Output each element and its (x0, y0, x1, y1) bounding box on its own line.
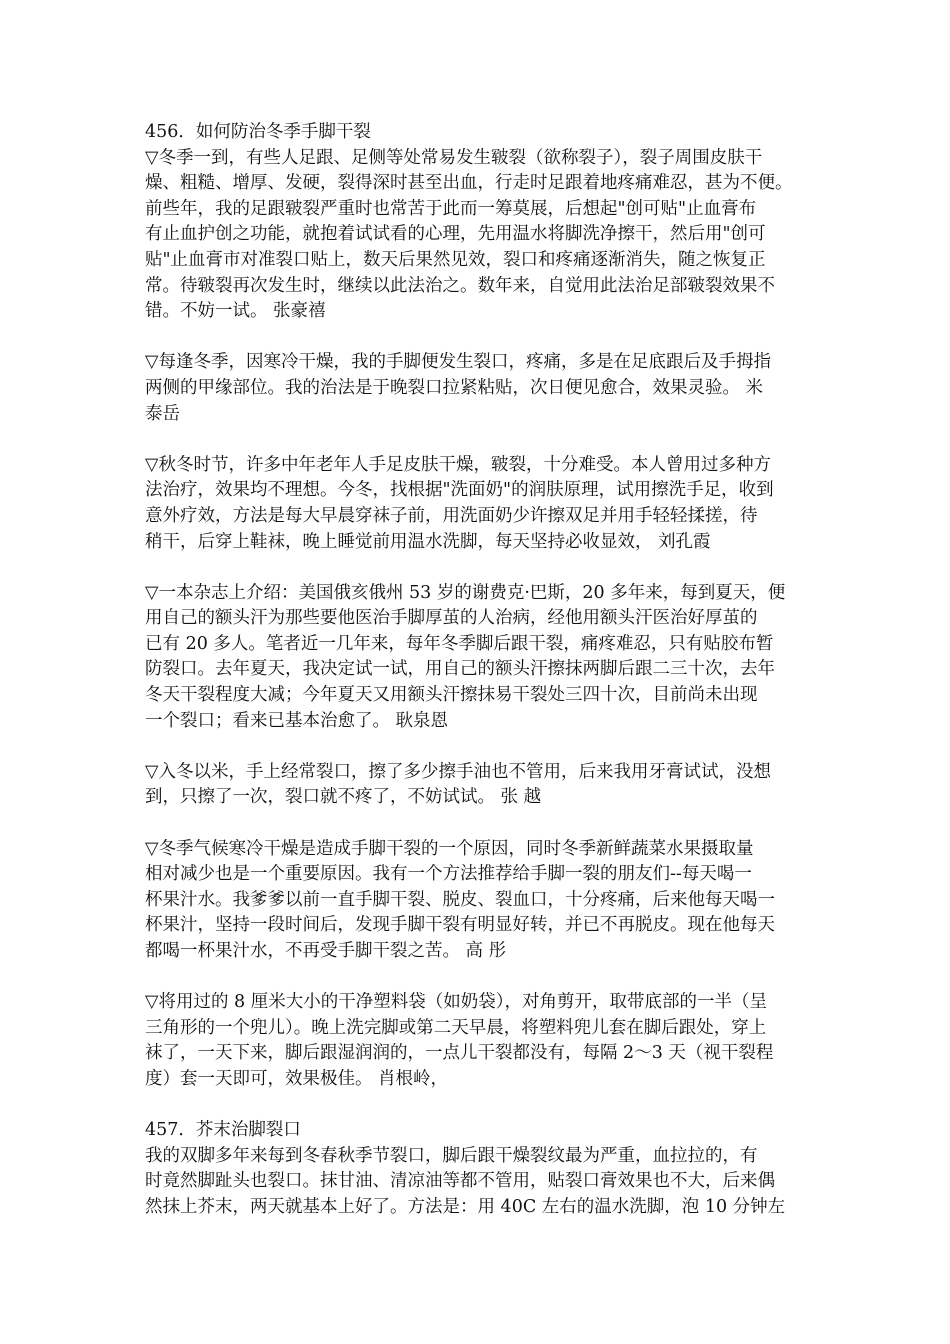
text-line: 防裂口。去年夏天，我决定试一试，用自己的额头汗擦抹两脚后跟二三十次，去年 (145, 659, 775, 680)
section-456 (145, 120, 811, 1118)
section-title: 457．芥末治脚裂口 (145, 1120, 301, 1141)
paragraph-spacer (145, 325, 811, 351)
paragraph-spacer (145, 734, 811, 760)
text-line: 都喝一杯果汁水，不再受手脚干裂之苦。 高 彤 (145, 941, 507, 961)
paragraph (145, 990, 811, 1092)
text-line: ▽将用过的 8 厘米大小的干净塑料袋（如奶袋），对角剪开，取带底部的一半（呈 (145, 992, 767, 1013)
text-line: 然抹上芥末，两天就基本上好了。方法是：用 40C 左右的温水洗脚，泡 10 分钟左 (145, 1196, 786, 1217)
text-line: 有止血护创之功能，就抱着试试看的心理，先用温水将脚洗净擦干，然后用"创可 (145, 224, 766, 245)
paragraph (145, 1144, 811, 1221)
text-line: ▽入冬以米，手上经常裂口，擦了多少擦手油也不管用，后来我用牙膏试试，没想 (145, 761, 771, 782)
text-line: 法治疗，效果均不理想。今冬，找根据"洗面奶"的润肤原理，试用擦洗手足，收到 (145, 480, 774, 501)
text-line: 泰岳 (145, 403, 180, 424)
paragraph (145, 146, 811, 325)
text-line: 冬天干裂程度大减；今年夏天又用额头汗擦抹易干裂处三四十次，目前尚未出现 (145, 685, 758, 706)
text-line: 意外疗效，方法是每大早晨穿袜子前，用洗面奶少许擦双足并用手轻轻揉搓，待 (145, 505, 758, 526)
text-line: 相对减少也是一个重要原因。我有一个方法推荐给手脚一裂的朋友们--每天喝一 (145, 864, 752, 885)
text-line: 袜了，一天下来，脚后跟湿润润的，一点儿干裂都没有，每隔 2～3 天（视干裂程 (145, 1043, 774, 1064)
section-title: 456．如何防治冬季手脚干裂 (145, 122, 371, 142)
text-line: ▽每逢冬季，因寒冷干燥，我的手脚便发生裂口，疼痛，多是在足底跟后及手拇指 (145, 352, 771, 373)
paragraph (145, 350, 811, 427)
paragraph-spacer (145, 965, 811, 991)
text-line: 错。不妨一试。 张豪禧 (145, 301, 326, 322)
section-457 (145, 1118, 811, 1220)
text-line: 贴"止血膏市对准裂口贴上，数天后果然见效，裂口和疼痛逐渐消失，随之恢复正 (145, 249, 766, 270)
paragraph (145, 581, 811, 735)
text-line: 到，只擦了一次，裂口就不疼了，不妨试试。 张 越 (145, 787, 542, 808)
text-line: 一个裂口；看来已基本治愈了。 耿泉恩 (145, 710, 449, 731)
text-line: 杯果汁水。我爹爹以前一直手脚干裂、脱皮、裂血口，十分疼痛，后来他每天喝一 (145, 889, 775, 910)
paragraph-spacer (145, 811, 811, 837)
text-line: 我的双脚多年来每到冬春秋季节裂口，脚后跟干燥裂纹最为严重，血拉拉的，有 (145, 1145, 758, 1166)
text-line: ▽一本杂志上介绍：美国俄亥俄州 53 岁的谢费克·巴斯，20 多年来，每到夏天，便 (145, 582, 786, 603)
text-line: 三角形的一个兜儿）。晚上洗完脚或第二天早晨，将塑料兜儿套在脚后跟处，穿上 (145, 1017, 767, 1038)
text-line: 前些年，我的足跟皲裂严重时也常苦于此而一筹莫展，后想起"创可贴"止血膏布 (145, 198, 757, 219)
paragraph-spacer (145, 1093, 811, 1119)
paragraph (145, 453, 811, 555)
text-line: ▽冬季一到，有些人足跟、足侧等处常易发生皲裂（欲称裂子），裂子周围皮肤干 (145, 147, 763, 168)
text-line: 用自己的额头汗为那些要他医治手脚厚茧的人治病，经他用额头汗医治好厚茧的 (145, 608, 758, 629)
text-line: 杯果汁，坚持一段时间后，发现手脚干裂有明显好转，并已不再脱皮。现在他每天 (145, 915, 775, 936)
text-line: ▽冬季气候寒冷干燥是造成手脚干裂的一个原因，同时冬季新鲜蔬菜水果摄取量 (145, 838, 754, 859)
paragraph (145, 760, 811, 811)
paragraph-spacer (145, 427, 811, 453)
text-line: 时竟然脚趾头也裂口。抹甘油、清凉油等都不管用，贴裂口膏效果也不大，后来偶 (145, 1171, 775, 1192)
text-line: 燥、粗糙、增厚、发硬，裂得深时甚至出血，行走时足跟着地疼痛难忍，甚为不便。 (145, 173, 793, 194)
document-page (145, 120, 811, 1221)
text-line: ▽秋冬时节，许多中年老年人手足皮肤干燥，皲裂，十分难受。本人曾用过多种方 (145, 454, 771, 475)
text-line: 度）套一天即可，效果极佳。 肖根岭， (145, 1068, 449, 1089)
paragraph (145, 837, 811, 965)
text-line: 两侧的甲缘部位。我的治法是于晚裂口拉紧粘贴，次日便见愈合，效果灵验。 米 (145, 377, 764, 398)
text-line: 稍干，后穿上鞋袜，晚上睡觉前用温水洗脚，每天坚持必收显效， 刘孔霞 (145, 531, 711, 552)
text-line: 常。待皲裂再次发生时，继续以此法治之。数年来，自觉用此法治足部皲裂效果不 (145, 275, 775, 296)
paragraph-spacer (145, 555, 811, 581)
text-line: 已有 20 多人。笔者近一几年来，每年冬季脚后跟干裂，痛疼难忍，只有贴胶布暂 (145, 633, 774, 654)
